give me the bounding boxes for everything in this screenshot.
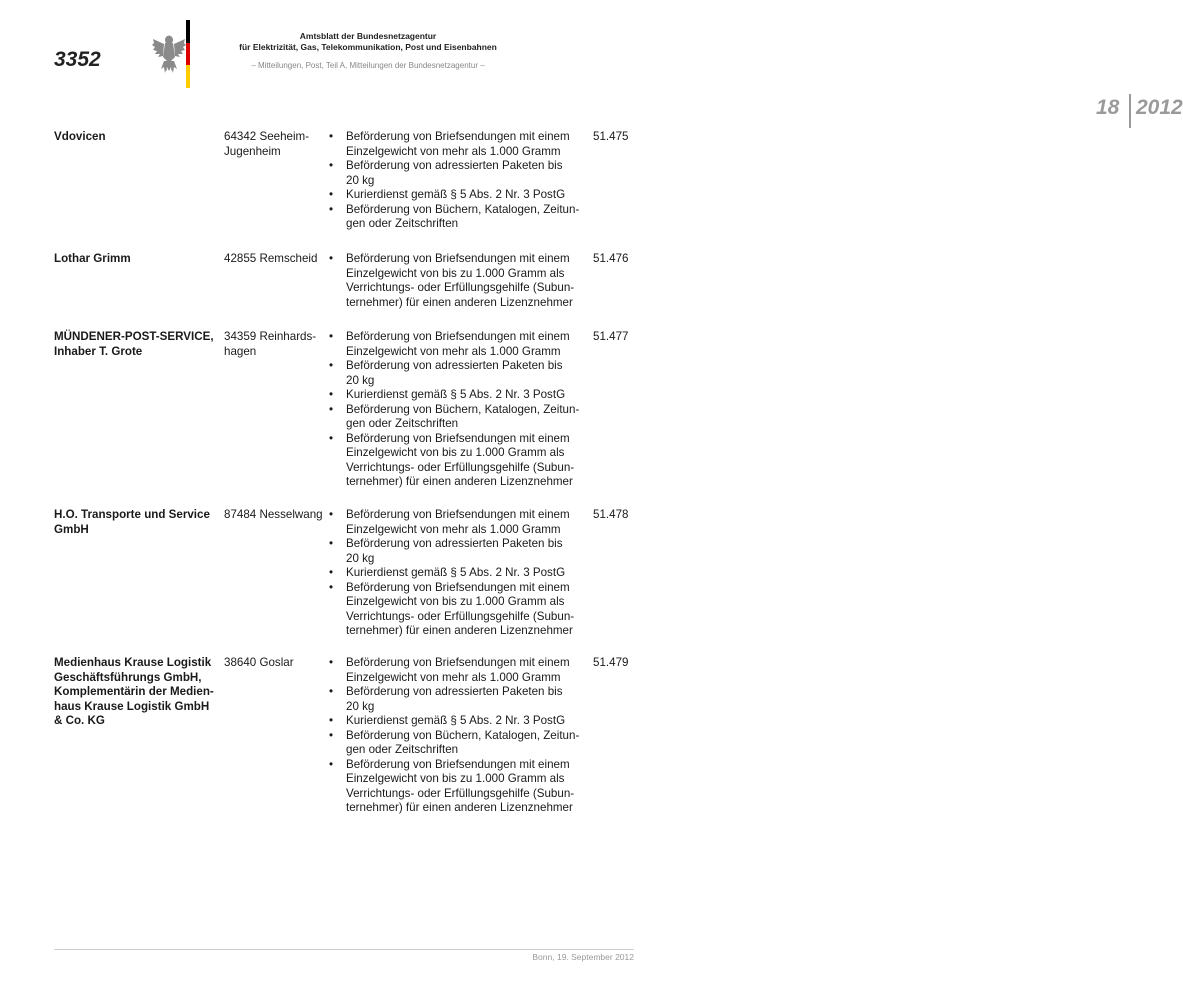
service-text-line: Verrichtungs- oder Erfüllungsgehilfe (Subun- bbox=[346, 609, 575, 623]
service-text-line: ternehmer) für einen anderen Lizenznehmer bbox=[346, 295, 573, 309]
bullet-icon: • bbox=[328, 537, 334, 550]
service-text-line: gen oder Zeitschriften bbox=[346, 417, 459, 430]
bullet-icon: • bbox=[328, 388, 334, 401]
bullet-icon: • bbox=[328, 130, 334, 143]
service-text-line: Kurierdienst gemäß § 5 Abs. 2 Nr. 3 PostG bbox=[346, 566, 566, 579]
bullet-icon: • bbox=[328, 656, 334, 669]
service-text-line: 20 kg bbox=[346, 373, 375, 387]
service-text bbox=[346, 566, 588, 581]
service-item bbox=[326, 188, 588, 203]
licensee-name bbox=[54, 508, 220, 537]
service-text bbox=[346, 252, 588, 310]
licensee-location bbox=[224, 130, 324, 159]
licensee-name bbox=[54, 656, 220, 729]
service-text-line: Verrichtungs- oder Erfüllungsgehilfe (Subun- bbox=[346, 281, 575, 294]
service-item bbox=[326, 252, 588, 310]
service-item bbox=[326, 685, 588, 714]
licensee-name-line: haus Krause Logistik GmbH bbox=[54, 699, 210, 713]
footer-date: Bonn, 19. September 2012 bbox=[532, 952, 634, 962]
service-text bbox=[346, 656, 588, 685]
service-text-line: Beförderung von Briefsendungen mit einem bbox=[346, 431, 570, 445]
service-text bbox=[346, 203, 588, 232]
service-text-line: Einzelgewicht von bis zu 1.000 Gramm als bbox=[346, 266, 565, 280]
service-text bbox=[346, 188, 588, 203]
service-item bbox=[326, 508, 588, 537]
service-text-line: Beförderung von Briefsendungen mit einem bbox=[346, 252, 570, 265]
licensee-name bbox=[54, 130, 220, 145]
bullet-icon: • bbox=[328, 402, 334, 416]
publication-title-line1: Amtsblatt der Bundesnetzagentur bbox=[299, 31, 437, 41]
bullet-icon: • bbox=[328, 431, 334, 445]
page-number: 3352 bbox=[54, 48, 101, 71]
location-line: 87484 Nesselwang bbox=[224, 508, 323, 521]
service-text-line: Beförderung von Briefsendungen mit einem bbox=[346, 130, 570, 143]
bullet-icon: • bbox=[328, 359, 334, 372]
service-text-line: Beförderung von adressierten Paketen bis bbox=[346, 685, 563, 698]
service-item bbox=[326, 758, 588, 816]
bullet-icon: • bbox=[328, 252, 334, 265]
service-text bbox=[346, 758, 588, 816]
service-item bbox=[326, 388, 588, 403]
bullet-icon: • bbox=[328, 202, 334, 216]
service-text-line: Kurierdienst gemäß § 5 Abs. 2 Nr. 3 PostG bbox=[346, 188, 566, 201]
service-text-line: 20 kg bbox=[346, 173, 375, 187]
service-text bbox=[346, 729, 588, 758]
service-text bbox=[346, 714, 588, 729]
service-item bbox=[326, 159, 588, 188]
service-text bbox=[346, 403, 588, 432]
service-text bbox=[346, 388, 588, 403]
issue-number: 18 bbox=[1096, 96, 1120, 119]
federal-eagle-icon bbox=[152, 33, 186, 75]
licensee-name bbox=[54, 330, 220, 359]
service-text-line: Beförderung von adressierten Paketen bis bbox=[346, 537, 563, 550]
service-item bbox=[326, 203, 588, 232]
service-text-line: Verrichtungs- oder Erfüllungsgehilfe (Subun- bbox=[346, 786, 575, 800]
service-item bbox=[326, 130, 588, 159]
licensee-location bbox=[224, 330, 324, 359]
licensee-name-line: Komplementärin der Medien- bbox=[54, 685, 214, 698]
service-text-line: Einzelgewicht von bis zu 1.000 Gramm als bbox=[346, 595, 565, 608]
bullet-icon: • bbox=[328, 714, 334, 727]
licensee-name-line: MÜNDENER-POST-SERVICE, bbox=[54, 330, 214, 343]
location-line: hagen bbox=[224, 344, 257, 358]
service-text-line: Beförderung von Büchern, Katalogen, Zeitun- bbox=[346, 728, 580, 742]
flag-stripe-red bbox=[186, 43, 190, 66]
service-item bbox=[326, 330, 588, 359]
license-number: 51.479 bbox=[593, 656, 629, 669]
service-text-line: gen oder Zeitschriften bbox=[346, 743, 459, 756]
service-list bbox=[326, 508, 588, 639]
bullet-icon: • bbox=[328, 566, 334, 579]
service-list bbox=[326, 656, 588, 816]
service-text-line: Beförderung von Büchern, Katalogen, Zeitun- bbox=[346, 402, 580, 416]
national-flag-stripe bbox=[186, 20, 190, 88]
bullet-icon: • bbox=[328, 159, 334, 172]
licensee-name-line: Medienhaus Krause Logistik bbox=[54, 656, 212, 669]
service-text-line: ternehmer) für einen anderen Lizenznehmer bbox=[346, 624, 573, 637]
service-item bbox=[326, 581, 588, 639]
service-list bbox=[326, 330, 588, 490]
service-item bbox=[326, 656, 588, 685]
bullet-icon: • bbox=[328, 580, 334, 594]
bullet-icon: • bbox=[328, 685, 334, 698]
service-text-line: Einzelgewicht von mehr als 1.000 Gramm bbox=[346, 522, 561, 536]
service-text-line: ternehmer) für einen anderen Lizenznehmer bbox=[346, 475, 573, 488]
service-text-line: Beförderung von Büchern, Katalogen, Zeitun- bbox=[346, 202, 580, 216]
service-text bbox=[346, 359, 588, 388]
service-item bbox=[326, 432, 588, 490]
service-text-line: Beförderung von Briefsendungen mit einem bbox=[346, 656, 570, 669]
service-text bbox=[346, 537, 588, 566]
publication-subtitle: – Mitteilungen, Post, Teil A, Mitteilungen der Bundesnetzagentur – bbox=[251, 61, 485, 70]
service-text bbox=[346, 330, 588, 359]
service-item bbox=[326, 403, 588, 432]
service-text bbox=[346, 130, 588, 159]
service-item bbox=[326, 566, 588, 581]
service-text-line: Kurierdienst gemäß § 5 Abs. 2 Nr. 3 PostG bbox=[346, 714, 566, 727]
location-line: 38640 Goslar bbox=[224, 656, 294, 669]
publication-title-line2: für Elektrizität, Gas, Telekommunikation, Post und Eisenbahnen bbox=[239, 42, 497, 52]
licensee-name-line: Geschäftsführungs GmbH, bbox=[54, 670, 202, 684]
location-line: 34359 Reinhards- bbox=[224, 330, 317, 343]
bullet-icon: • bbox=[328, 728, 334, 742]
footer-divider bbox=[54, 949, 634, 950]
service-text-line: Kurierdienst gemäß § 5 Abs. 2 Nr. 3 PostG bbox=[346, 388, 566, 401]
service-text-line: Einzelgewicht von bis zu 1.000 Gramm als bbox=[346, 446, 565, 459]
service-text-line: Verrichtungs- oder Erfüllungsgehilfe (Subun- bbox=[346, 460, 575, 474]
service-text bbox=[346, 685, 588, 714]
service-item bbox=[326, 537, 588, 566]
service-text bbox=[346, 581, 588, 639]
page-header bbox=[0, 0, 1183, 119]
service-text-line: Beförderung von Briefsendungen mit einem bbox=[346, 757, 570, 771]
service-text-line: ternehmer) für einen anderen Lizenznehmer bbox=[346, 801, 573, 814]
publication-title bbox=[200, 31, 536, 53]
service-text-line: Einzelgewicht von mehr als 1.000 Gramm bbox=[346, 144, 561, 158]
licensee-name-line: Inhaber T. Grote bbox=[54, 344, 143, 358]
licensee-name bbox=[54, 252, 220, 267]
bullet-icon: • bbox=[328, 508, 334, 521]
service-list bbox=[326, 130, 588, 232]
service-text-line: Beförderung von adressierten Paketen bis bbox=[346, 359, 563, 372]
licensee-location bbox=[224, 252, 324, 267]
licensee-name-line: H.O. Transporte und Service bbox=[54, 508, 210, 521]
service-list bbox=[326, 252, 588, 310]
service-text-line: Einzelgewicht von mehr als 1.000 Gramm bbox=[346, 670, 561, 684]
service-text-line: Einzelgewicht von bis zu 1.000 Gramm als bbox=[346, 772, 565, 785]
licensee-location bbox=[224, 508, 324, 523]
service-text-line: Beförderung von Briefsendungen mit einem bbox=[346, 330, 570, 343]
service-text-line: Beförderung von Briefsendungen mit einem bbox=[346, 580, 570, 594]
bullet-icon: • bbox=[328, 330, 334, 343]
flag-stripe-gold bbox=[186, 65, 190, 88]
licensee-location bbox=[224, 656, 324, 671]
location-line: 42855 Remscheid bbox=[224, 252, 318, 265]
location-line: Jugenheim bbox=[224, 144, 281, 158]
service-item bbox=[326, 729, 588, 758]
license-number: 51.477 bbox=[593, 330, 629, 343]
licensee-name-line: GmbH bbox=[54, 522, 89, 536]
service-text-line: 20 kg bbox=[346, 699, 375, 713]
service-text-line: 20 kg bbox=[346, 551, 375, 565]
licensee-name-line: & Co. KG bbox=[54, 714, 105, 727]
licensee-name-line: Vdovicen bbox=[54, 130, 106, 143]
bullet-icon: • bbox=[328, 757, 334, 771]
license-number: 51.475 bbox=[593, 130, 629, 143]
bullet-icon: • bbox=[328, 188, 334, 201]
service-text-line: Beförderung von adressierten Paketen bis bbox=[346, 159, 563, 172]
service-item bbox=[326, 359, 588, 388]
license-number: 51.478 bbox=[593, 508, 629, 521]
service-text bbox=[346, 159, 588, 188]
issue-year: 2012 bbox=[1136, 96, 1183, 119]
service-item bbox=[326, 714, 588, 729]
service-text bbox=[346, 508, 588, 537]
location-line: 64342 Seeheim- bbox=[224, 130, 310, 143]
service-text-line: gen oder Zeitschriften bbox=[346, 217, 459, 230]
license-number: 51.476 bbox=[593, 252, 629, 265]
flag-stripe-black bbox=[186, 20, 190, 43]
licensee-name-line: Lothar Grimm bbox=[54, 252, 131, 265]
service-text-line: Beförderung von Briefsendungen mit einem bbox=[346, 508, 570, 521]
service-text-line: Einzelgewicht von mehr als 1.000 Gramm bbox=[346, 344, 561, 358]
service-text bbox=[346, 432, 588, 490]
issue-divider bbox=[1129, 94, 1131, 128]
